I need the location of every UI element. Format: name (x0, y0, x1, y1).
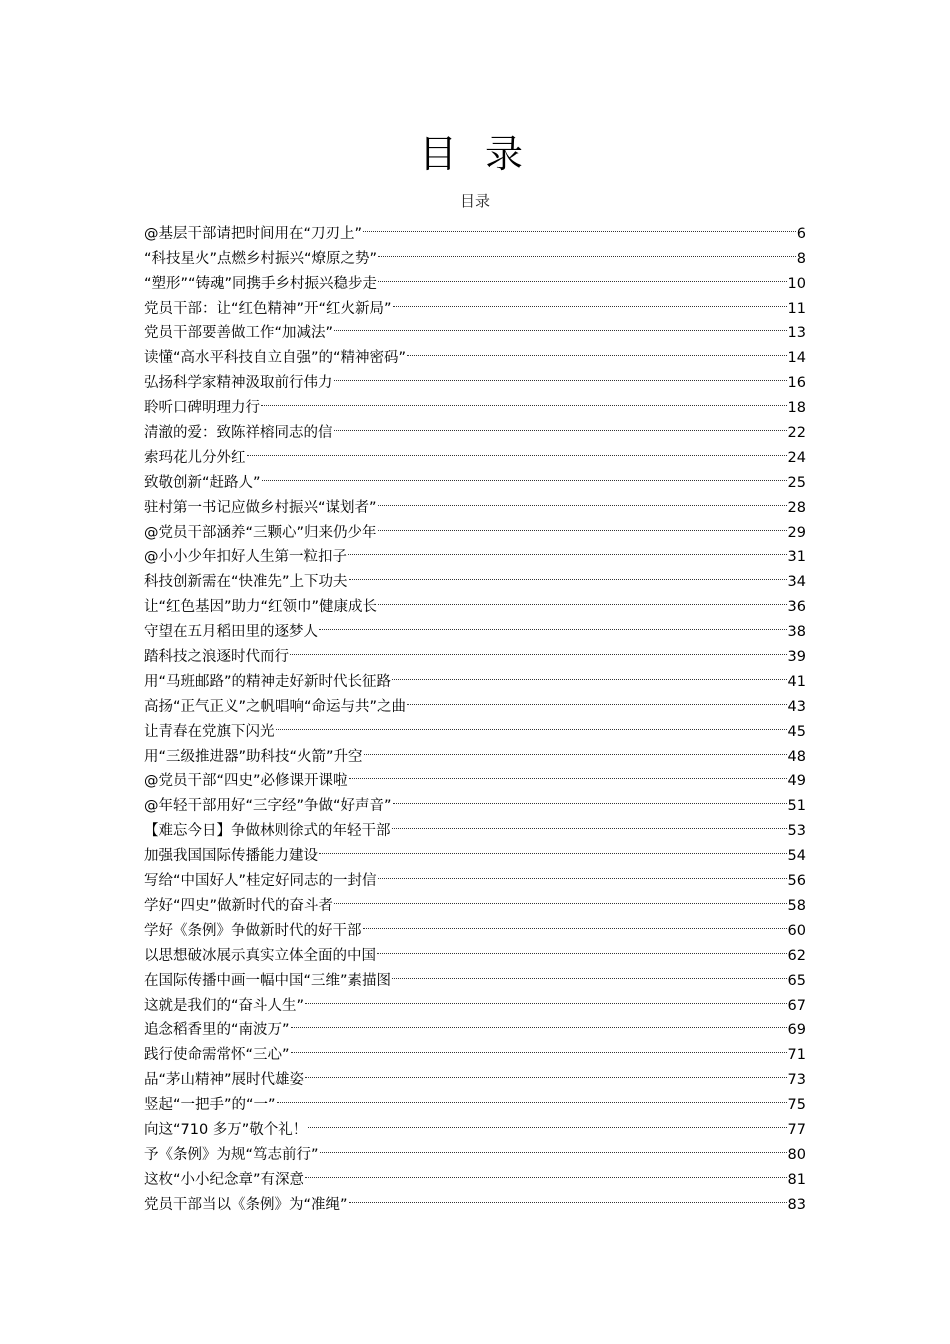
toc-entry-title: 予《条例》为规“笃志前行” (144, 1146, 319, 1163)
toc-entry-title: 党员干部当以《条例》为“准绳” (144, 1196, 348, 1213)
toc-dot-leader (378, 586, 787, 611)
toc-entry-title: @基层干部请把时间用在“刀刃上” (144, 225, 363, 242)
toc-dot-leader (407, 686, 787, 711)
toc-entry-title: @小小少年扣好人生第一粒扣子 (144, 549, 347, 566)
toc-entry-page-number: 10 (787, 275, 806, 292)
toc-entry-title: @党员干部“四史”必修课开课啦 (144, 773, 348, 790)
toc-entry-page-number: 28 (787, 499, 806, 516)
toc-dot-leader (334, 412, 787, 437)
toc-entry-page-number: 81 (787, 1171, 806, 1188)
toc-entry-title: 竖起“一把手”的“一” (144, 1097, 276, 1114)
toc-entry-page-number: 51 (787, 798, 806, 815)
toc-dot-leader (290, 636, 787, 661)
toc-dot-leader (349, 761, 787, 786)
toc-entry-title: 科技创新需在“快准先”上下功夫 (144, 574, 348, 591)
toc-entry-page-number: 83 (787, 1196, 806, 1213)
toc-dot-leader (320, 1134, 787, 1159)
toc-dot-leader (305, 1059, 787, 1084)
toc-entry-title: 聆听口碑明理力行 (144, 400, 260, 417)
toc-entry-title: “塑形”“铸魂”同携手乡村振兴稳步走 (144, 275, 378, 292)
toc-entry-page-number: 65 (787, 972, 806, 989)
toc-dot-leader (364, 736, 787, 761)
toc-dot-leader (407, 337, 787, 362)
toc-dot-leader (392, 960, 787, 985)
toc-entry-title: 读懂“高水平科技自立自强”的“精神密码” (144, 350, 407, 367)
toc-entry-title: 这就是我们的“奋斗人生” (144, 997, 305, 1014)
toc-entry-page-number: 16 (787, 375, 806, 392)
toc-entry-title: 致敬创新“赶路人” (144, 474, 261, 491)
toc-entry-title: 驻村第一书记应做乡村振兴“谋划者” (144, 499, 377, 516)
toc-entry-title: 写给“中国好人”桂定好同志的一封信 (144, 873, 377, 890)
toc-dot-leader (305, 1159, 787, 1184)
toc-entry-title: 让“红色基因”助力“红领巾”健康成长 (144, 599, 378, 616)
toc-dot-leader (319, 835, 787, 860)
toc-entry-title: 踏科技之浪逐时代而行 (144, 649, 289, 666)
toc-dot-leader (378, 487, 787, 512)
toc-dot-leader (277, 1084, 787, 1109)
toc-entry-page-number: 53 (787, 823, 806, 840)
toc-entry-title: 品“茅山精神”展时代雄姿 (144, 1072, 305, 1089)
toc-dot-leader (291, 1034, 787, 1059)
toc-dot-leader (363, 910, 787, 935)
toc-entry-page-number: 45 (787, 723, 806, 740)
toc-dot-leader (363, 213, 796, 238)
toc-entry-title: “科技星火”点燃乡村振兴“燎原之势” (144, 250, 378, 267)
toc-entry-title: 学好“四史”做新时代的奋斗者 (144, 897, 334, 914)
toc-entry-title: @党员干部涵养“三颗心”归来仍少年 (144, 524, 377, 541)
toc-dot-leader (247, 437, 787, 462)
table-of-contents (144, 213, 806, 1213)
toc-dot-leader (393, 288, 787, 313)
toc-entry-page-number: 38 (787, 624, 806, 641)
toc-entry-title: 在国际传播中画一幅中国“三维”素描图 (144, 972, 392, 989)
toc-entry-page-number: 29 (787, 524, 806, 541)
toc-entry-page-number: 73 (787, 1072, 806, 1089)
toc-entry-title: 追念稻香里的“南波万” (144, 1022, 290, 1039)
toc-entry-page-number: 60 (787, 922, 806, 939)
toc-entry-title: 党员干部要善做工作“加减法” (144, 325, 334, 342)
toc-entry-page-number: 8 (796, 250, 806, 267)
toc-entry-title: 高扬“正气正义”之帆唱响“命运与共”之曲 (144, 698, 407, 715)
toc-entry-title: 弘扬科学家精神汲取前行伟力 (144, 375, 333, 392)
toc-dot-leader (334, 885, 787, 910)
toc-entry-title: 索玛花儿分外红 (144, 449, 246, 466)
toc-entry-title: 加强我国国际传播能力建设 (144, 848, 318, 865)
toc-entry-title: 让青春在党旗下闪光 (144, 723, 275, 740)
toc-dot-leader (378, 860, 787, 885)
toc-entry-page-number: 25 (787, 474, 806, 491)
toc-entry-page-number: 41 (787, 673, 806, 690)
document-title: 目 录 (418, 132, 532, 176)
toc-dot-leader (378, 238, 796, 263)
toc-entry-page-number: 34 (787, 574, 806, 591)
toc-entry-page-number: 77 (787, 1121, 806, 1138)
toc-entry-page-number: 24 (787, 449, 806, 466)
toc-entry-page-number: 54 (787, 848, 806, 865)
toc-entry-page-number: 11 (787, 300, 806, 317)
toc-entry-title: 向这“710 多万”敬个礼！ (144, 1121, 308, 1138)
toc-entry-page-number: 22 (787, 425, 806, 442)
toc-dot-leader (392, 810, 787, 835)
toc-entry-page-number: 6 (796, 225, 806, 242)
toc-dot-leader (349, 1184, 787, 1209)
toc-entry-page-number: 75 (787, 1097, 806, 1114)
toc-entry-title: 守望在五月稻田里的逐梦人 (144, 624, 318, 641)
toc-entry-title: 用“三级推进器”助科技“火箭”升空 (144, 748, 363, 765)
toc-entry-page-number: 69 (787, 1022, 806, 1039)
toc-dot-leader (334, 362, 787, 387)
toc-dot-leader (262, 462, 787, 487)
toc-dot-leader (334, 313, 787, 338)
toc-entry-page-number: 43 (787, 698, 806, 715)
toc-dot-leader (392, 661, 787, 686)
toc-dot-leader (378, 263, 787, 288)
toc-entry-page-number: 49 (787, 773, 806, 790)
toc-dot-leader (319, 611, 787, 636)
toc-dot-leader (261, 387, 787, 412)
toc-entry-page-number: 80 (787, 1146, 806, 1163)
toc-entry-page-number: 36 (787, 599, 806, 616)
toc-dot-leader (348, 537, 787, 562)
toc-dot-leader (305, 985, 787, 1010)
toc-entry-title: 清澈的爱：致陈祥榕同志的信 (144, 425, 333, 442)
toc-entry-title: 这枚“小小纪念章”有深意 (144, 1171, 305, 1188)
toc-entry-title: 用“马班邮路”的精神走好新时代长征路 (144, 673, 392, 690)
toc-entry-title: 【难忘今日】争做林则徐式的年轻干部 (144, 823, 391, 840)
toc-entry-page-number: 67 (787, 997, 806, 1014)
toc-dot-leader (378, 512, 787, 537)
toc-entry-title: 学好《条例》争做新时代的好干部 (144, 922, 362, 939)
toc-dot-leader (291, 1010, 787, 1035)
toc-dot-leader (349, 561, 787, 586)
toc-entry-page-number: 13 (787, 325, 806, 342)
toc-entry-title: 践行使命需常怀“三心” (144, 1047, 290, 1064)
toc-dot-leader (393, 785, 787, 810)
toc-entry-page-number: 62 (787, 947, 806, 964)
toc-entry-page-number: 31 (787, 549, 806, 566)
toc-entry-page-number: 56 (787, 873, 806, 890)
toc-entry-page-number: 14 (787, 350, 806, 367)
toc-entry-page-number: 18 (787, 400, 806, 417)
toc-entry[interactable] (144, 213, 806, 242)
toc-dot-leader (276, 711, 787, 736)
toc-entry-page-number: 71 (787, 1047, 806, 1064)
toc-entry-page-number: 48 (787, 748, 806, 765)
toc-entry-title: 以思想破冰展示真实立体全面的中国 (144, 947, 376, 964)
toc-dot-leader (308, 1109, 786, 1134)
toc-dot-leader (377, 935, 787, 960)
toc-entry-title: 党员干部：让“红色精神”开“红火新局” (144, 300, 392, 317)
toc-entry-page-number: 58 (787, 897, 806, 914)
toc-heading: 目录 (459, 192, 490, 210)
toc-entry-page-number: 39 (787, 649, 806, 666)
toc-entry-title: @年轻干部用好“三字经”争做“好声音” (144, 798, 392, 815)
